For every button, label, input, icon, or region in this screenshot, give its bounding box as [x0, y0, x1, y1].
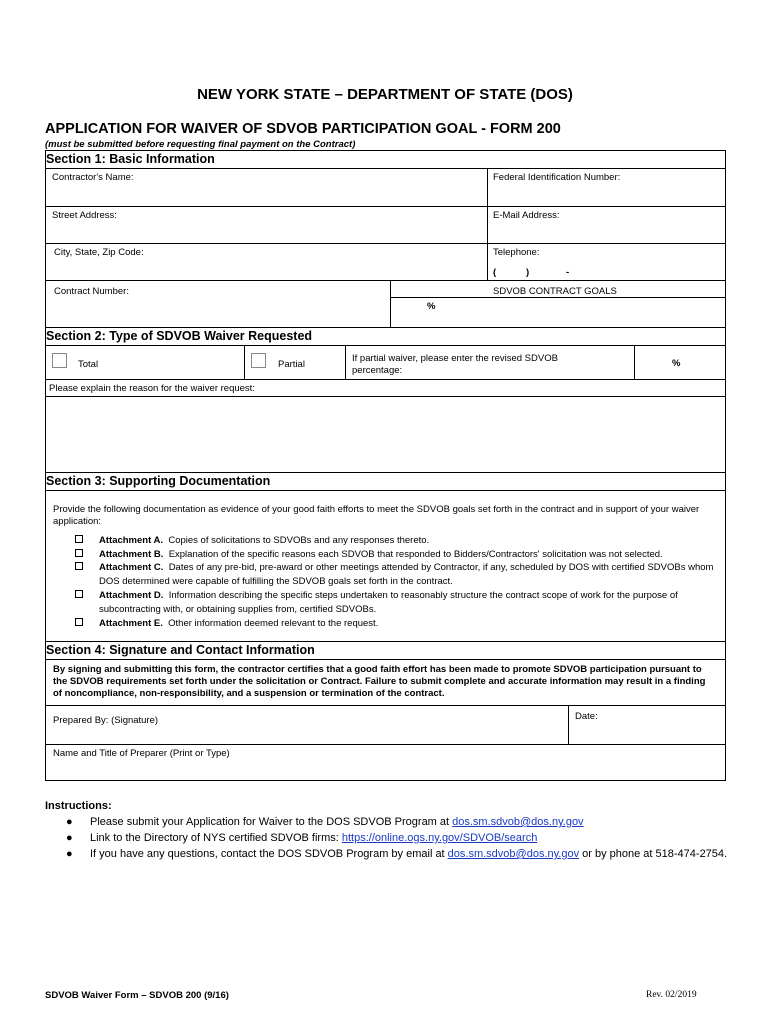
bullet-icon: ● — [66, 832, 73, 844]
program-email-link[interactable]: dos.sm.sdvob@dos.ny.gov — [452, 816, 584, 828]
phone-dash: - — [566, 267, 570, 278]
partial-waiver-label: Partial — [278, 359, 305, 370]
instruction-item-submit: ● Please submit your Application for Waiver to the DOS SDVOB Program at dos.sm.sdvob@dos.ny.gov — [90, 815, 730, 831]
waiver-reason-label: Please explain the reason for the waiver request: — [49, 383, 255, 394]
partial-waiver-checkbox[interactable] — [251, 353, 266, 368]
contact-email-link[interactable]: dos.sm.sdvob@dos.ny.gov — [447, 848, 580, 860]
directory-link[interactable]: https://online.ogs.ny.gov/SDVOB/search — [341, 832, 538, 844]
contractor-name-field[interactable]: Contractor's Name: — [52, 172, 134, 183]
partial-waiver-prompt: If partial waiver, please enter the revised SDVOB percentage: — [352, 353, 558, 376]
prepared-by-signature-field[interactable]: Prepared By: (Signature) — [53, 715, 159, 726]
section2-heading: Section 2: Type of SDVOB Waiver Requested — [46, 329, 313, 343]
section3-heading: Section 3: Supporting Documentation — [46, 474, 271, 488]
section1-heading: Section 1: Basic Information — [46, 152, 215, 166]
form-title: APPLICATION FOR WAIVER OF SDVOB PARTICIPATION GOAL - FORM 200 — [45, 121, 561, 137]
total-waiver-checkbox[interactable] — [52, 353, 67, 368]
bullet-icon: ● — [66, 848, 73, 860]
bullet-icon: ● — [66, 816, 73, 828]
goal-percent-field[interactable]: % — [427, 301, 436, 312]
instruction-item-directory: ● Link to the Directory of NYS certified SDVOB firms: https://online.ogs.ny.gov/SDVOB/search — [90, 831, 730, 847]
sdvob-goals-label: SDVOB CONTRACT GOALS — [493, 286, 617, 297]
certification-statement: By signing and submitting this form, the contractor certifies that a good faith effort has been made to promote SDVOB participation pursuant to the SDVOB requirements set forth under the solicitation or Contract. Failure to submit complete and accurate information may result in a finding of noncompliance, non-responsibility, and a suspension or termination of the contract. — [53, 664, 706, 699]
attachment-d-checkbox-icon — [75, 590, 83, 598]
email-address-field[interactable]: E-Mail Address: — [493, 210, 560, 221]
footer-revision: Rev. 02/2019 — [646, 990, 697, 1000]
documentation-intro: Provide the following documentation as evidence of your good faith efforts to meet the SDVOB goals set forth in the contract and in support of your waiver application: — [53, 504, 700, 527]
date-field[interactable]: Date: — [575, 711, 598, 722]
instruction-item-contact: ● If you have any questions, contact the DOS SDVOB Program by email at dos.sm.sdvob@dos.ny.gov or by phone at 518-474-2754. — [90, 847, 730, 863]
instructions-title: Instructions: — [45, 800, 112, 812]
contract-number-field[interactable]: Contract Number: — [54, 286, 129, 297]
footer-form-id: SDVOB Waiver Form – SDVOB 200 (9/16) — [45, 990, 229, 1001]
total-waiver-label: Total — [78, 359, 99, 370]
preparer-name-title-field[interactable]: Name and Title of Preparer (Print or Type) — [53, 748, 230, 759]
waiver-reason-textarea[interactable] — [46, 397, 725, 472]
section4-heading: Section 4: Signature and Contact Information — [46, 643, 315, 657]
attachment-a-checkbox-icon — [75, 535, 83, 543]
attachment-e-checkbox-icon — [75, 618, 83, 626]
federal-id-field[interactable]: Federal Identification Number: — [493, 172, 621, 183]
phone-close-paren: ) — [526, 267, 530, 278]
attachment-b-checkbox-icon — [75, 549, 83, 557]
street-address-field[interactable]: Street Address: — [52, 210, 117, 221]
form-subtitle: (must be submitted before requesting final payment on the Contract) — [45, 139, 356, 150]
city-state-zip-field[interactable]: City, State, Zip Code: — [54, 247, 144, 258]
phone-open-paren: ( — [493, 267, 497, 278]
attachment-c-checkbox-icon — [75, 562, 83, 570]
revised-percent-field[interactable]: % — [672, 358, 681, 369]
telephone-field[interactable]: Telephone: — [493, 247, 540, 258]
agency-title: NEW YORK STATE – DEPARTMENT OF STATE (DOS) — [197, 86, 573, 103]
